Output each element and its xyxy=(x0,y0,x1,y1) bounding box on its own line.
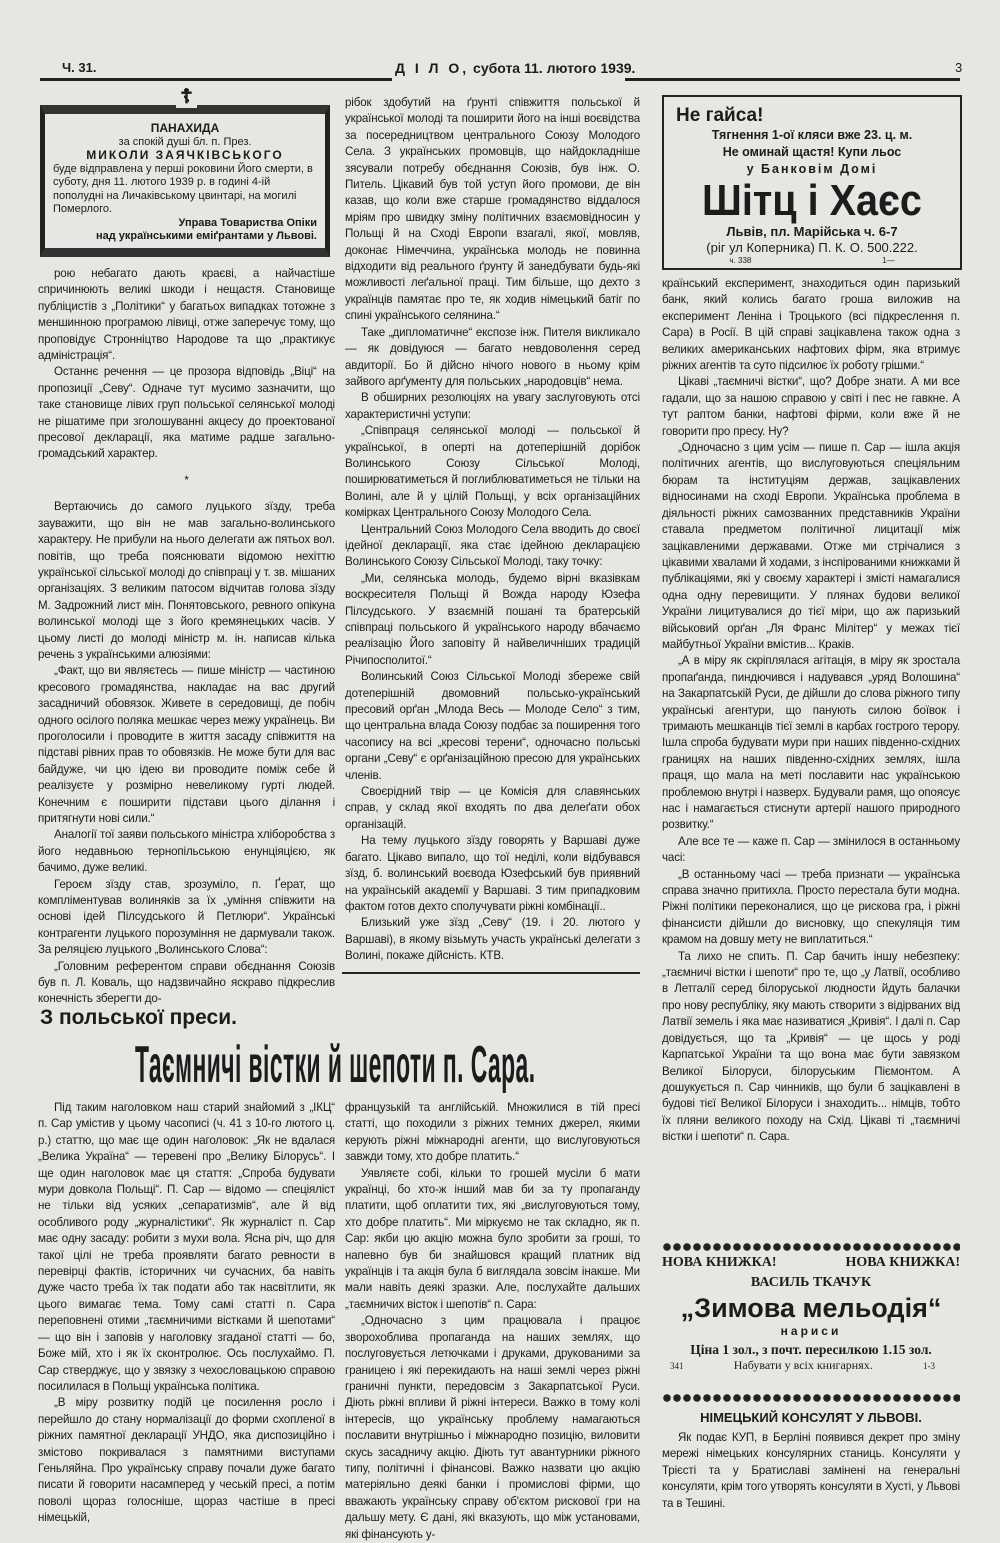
paragraph: Як подає КУП, в Берліні появився декрет про зміну мережі німецьких консулярних станиць. Консуляти у Трієсті та у Братиславі замінені на генеральні консуляти, крім того утворять консуляти в Хусті, у Львові та в Тешині. xyxy=(662,1431,960,1510)
article-headline: Таємничі вістки й шепоти п. Сара. xyxy=(135,1036,536,1094)
book-title: „Зимова мельодія“ xyxy=(680,1293,942,1323)
ad-line: у Банковім Домі xyxy=(746,162,878,176)
book-advertisement xyxy=(662,1255,960,1374)
paragraph: країнський експеримент, знаходиться один паризький банк, який колись багато гроша виложив на експеримент Леніна і Троцького (всі підкреслення п. Сара) в Росії. В цій справі зацікавлена також одна з великих американських нафтових фірм, яка втримує ріжних агентів та суто підсилює їх роботу грішми.“ xyxy=(662,277,960,373)
consulate-article xyxy=(662,1430,960,1528)
paragraph: В обширних резолюціях на увагу заслуговують отсі характеристичні уступи: xyxy=(345,391,640,421)
book-run: 1-3 xyxy=(922,1361,935,1371)
ad-run: 1— xyxy=(882,256,895,265)
paragraph: „Одночасно з цим працювала і працює зворохоблива пропаганда на наших землях, що послуговується летючками і друками, друкованими за границею і які перекидають на наші землі через ріжні граничні пункти, передовсім з Закарпатської Руси. Діють ріжні впливи й ріжні інтереси. Важко в тому колі інтересів, що українську проблему намагаються пославити внутрішньо і міжнародно позицію, виловити скусь засадничу акцію. Діють тут авантурники ріжного типу, політичні і фінансові. Важко назвати цю акцію матеріяльно деякі банки і промислові фірми, що вважають українську справу об'єктом рискової гри на дальшу мету. Є дані, які вказують, що між установами, які фінансують у- xyxy=(345,1314,640,1541)
new-book-label: НОВА КНИЖКА! xyxy=(845,1255,960,1270)
paragraph: рою небагато дають краєві, а найчастіше спричинюють великі шкоди і нещастя. Становище публіцистів з „Політики“ у багатьох випадках тотожне з меншинною програмою лівиці, отже заперечує тому, що проповідує Стронніцтво Народове та що „практикує адміністрація“. xyxy=(38,267,335,363)
dotted-border-top xyxy=(662,1242,960,1252)
ad-slogan: Не гайса! xyxy=(676,105,764,126)
paragraph: Героєм зїзду став, зрозуміло, п. Ґерат, що компліментував волиняків за їх „уміння співжити на основі ідей Пілсудського й Петлюри“. Українські контрагенти луцького порозуміння не дармували також. За реляцією луцького „Волинського Слова“: xyxy=(38,877,335,957)
section-divider: * xyxy=(184,473,189,487)
paragraph: „Головним референтом справи обєднання Союзів був п. Л. Коваль, що надзвичайно яскраво підкреслив конечність зберегти до- xyxy=(38,959,335,1006)
paragraph: „Факт, що ви являєтесь — пише міністр — частиною кресового громадянства, накладає на вас другий засадничий обовязок. Живете в середовищі, де побіч одного осілого поляка мешкає через межу українець. Ви проголосили і проводите в життя засаду співжиття на підставі рівних прав то обовязків. Не може бути для вас байдуже, чи цю ідею ви проводите поміж себе й реалізуєте у розмірно невеликому гурті людей. Конечним є поширити підстави цього ділання і притягнути нові сили.“ xyxy=(38,664,335,825)
notice-line: за спокій душі бл. п. През. xyxy=(118,135,252,148)
column-3 xyxy=(662,276,960,1230)
paragraph: Під таким наголовком наш старий знайомий з „ІКЦ“ п. Сар умістив у цьому часописі (ч. 41 з 10-го лютого ц. р.) статтю, що має ще один наголовок: „Як не вдалася „Велика Україна“ — теревені про „Велику Білорусь“. І ще один наголовок має ця стаття: „Спроба будувати мури довкола Польщі“. П. Сар — відомо — спеціяліст не тільки від усяких „сепаратизмів“, але й від особливого роду „журналістики“. Як журналіст п. Сар має одну засаду: робити з мухи вола. Ясна річ, що для такої цілі не треба проявляти багато ревности в перевірці фактів, історичних чи сучасних, ба навіть дуже часто треба їх так подати або так насвітлити, як цього вимагає тема. Тому самі статті п. Сара переповнені отими „таємничими вістками й шепотами“ — що він і заповів у наголовку згаданої статті — бо, Боже мій, хто і як їх сконтролює. Ось послухаймо. П. Сар стверджує, що у звязку з чехословацькою справою посилилася в Польщі українська політика. xyxy=(38,1101,335,1393)
section-heading: З польської преси. xyxy=(40,1006,237,1029)
notice-signature-2: над українськими еміґрантами у Львові. xyxy=(96,230,317,242)
column-rule xyxy=(342,972,640,974)
ad-address-2: (ріг ул Коперника) П. К. О. 500.222. xyxy=(706,240,918,255)
paragraph: „Співпраця селянської молоді — польської й української, в оперті на дотеперішній дорібок Волинського Союзу Сільської Молоді, поширюватиметься й поглиблюватиметься не тільки на Волині, але й у цілій Польщі, у всіх організаційних комірках Центрального Союзу Молодого Села. xyxy=(345,424,640,520)
masthead xyxy=(395,60,635,76)
paragraph: рібок здобутий на ґрунті співжиття польської й української молоді та поширити його на інші воєвідства за посередництвом центрального Союзу Молодого Села. З українських промовців, що найдокладніше зясували потребу обєднання Союзів, був інж. О. Питель. Цікавий був той уступ його промови, де він казав, що коли вже старше громадянство віддалося мріям про швидку зміну політичних взаємовідносин у Польщі й на Сході Европи взагалі, якої, мовляв, доконає Німеччина, українська молодь не повинна відходити від реального ґрунту й занедбувати будь-які можливості леґальної праці. Тим більше, що дехто з українців памятає про те, як ходив німецький батіг по спині українського селянина.“ xyxy=(345,96,640,323)
column-2-bottom xyxy=(345,1100,640,1541)
paragraph: Своєрідний твір — це Комісія для славянських справ, у склад якої входять по два делеґати обох організацій. xyxy=(345,785,640,831)
new-book-label: НОВА КНИЖКА! xyxy=(662,1255,777,1270)
paragraph: Цікаві „таємничі вістки“, що? Добре знати. А ми все гадали, що за нашою справою у світі і пес не гавкне. А тут раптом банки, нафтові фірми, коли вже й не говорити про пресу. Ну? xyxy=(662,375,960,438)
notice-signature-1: Управа Товариства Опіки xyxy=(178,216,317,229)
paragraph: Волинський Союз Сільської Молоді збереже свій дотеперішній двомовний польсько-український пресовий орґан „Млода Весь — Молоде Село“ з тим, що центральна влада Союзу подбає за поширення того часопису на всі „кресові терени“, одночасно польські органи „Севу“ є орґанізаційною пресою для українських членів. xyxy=(345,670,640,782)
column-1-bottom xyxy=(38,1100,335,1526)
ad-line: Не оминай щастя! Купи льос xyxy=(722,145,902,159)
paragraph: Останнє речення — це прозора відповідь „Віці“ на пропозиції „Севу“. Одначе тут мусимо зазначити, що таке становище лівих груп польської селянської молоді не рішатиме при зголошуванні акцесу до проектованої пресової декларації, яка матиме радше загально-громадський характер. xyxy=(38,365,335,461)
ad-address: Львів, пл. Марійська ч. 6-7 xyxy=(726,224,898,239)
page-number: 3 xyxy=(955,60,963,75)
lottery-advertisement xyxy=(662,95,962,270)
paragraph: „А в міру як скріплялася агітація, в міру як зростала пропаґанда, пиндючився і надувався „уряд Волошина“ на Закарпатській Руси, де дійшли до слова ріжного типу українські агентури, що панують силою боївок і тримають мешканців тієї землі в карбах гострого терору. Ішла спроба будувати мури при наших південно-східних границях на наших південно-східних землях, ішла праця, що мала на меті пославити нас українською проблемою внутрі і назверх. Будували рамя, що опоясує нас і намагається стиснути артерії нашого природного розвитку.“ xyxy=(662,654,960,832)
book-code: 341 xyxy=(670,1361,684,1371)
issue-date: субота 11. лютого 1939. xyxy=(473,60,636,76)
ad-brand: Шітц і Хаєс xyxy=(702,176,922,225)
paragraph: Близький уже зїзд „Севу“ (19. і 20. лютого у Варшаві), в якому візьмуть участь українські делегати з Волині, покаже дійсність. КТВ. xyxy=(345,916,640,963)
ad-code: ч. 338 xyxy=(729,256,752,265)
paragraph: Аналогії тої заяви польського міністра хліборобства з його недавньою тернопільською енунціяцією, як бачимо, дуже великі. xyxy=(38,828,335,875)
consulate-heading: НІМЕЦЬКИЙ КОНСУЛЯТ У ЛЬВОВІ. xyxy=(700,1410,922,1425)
book-where: Набувати у всіх книгарнях. xyxy=(733,1358,873,1372)
masthead-title: Д І Л О, xyxy=(395,60,470,76)
column-1-top xyxy=(38,266,335,1006)
cross-icon: ☦ xyxy=(176,86,197,108)
paragraph: „В останньому часі — треба признати — українська справа значно притихла. Просто перестала бути модна. Ріжні політики переконалися, що це рискова гра, і ріжні фінансисти дійшли до висновку, що спекуляція тим крамом на довшу мету не виплатиться.“ xyxy=(662,867,960,947)
book-price: Ціна 1 зол., з почт. пересилкою 1.15 зол. xyxy=(690,1342,932,1357)
paragraph: Але все те — каже п. Сар — змінилося в останньому часі: xyxy=(662,834,960,865)
book-genre: нариси xyxy=(780,1324,842,1338)
paragraph: Та лихо не спить. П. Сар бачить іншу небезпеку: „таємничі вістки і шепоти“ про те, що „у Латвії, особливо в Летгалії серед білоруської людности йдуть балачки про нову республіку, яку мають створити з відірваних від Латвії земель і яка має називатися „Кривія“. І далі п. Сар довідується, що та „Кривія“ — це щось у роді Карпатської України та що вона має бути завязком Великої Білоруси, білоруським Піємонтом. А дошукується п. Сар чинників, що були б зацікавлені в будові тієї Великої Білоруси і знаходить... німців, тобто їх пляни великого походу на Схід. Цікаві ті „таємничі вістки і шепоти“ п. Сара. xyxy=(662,949,960,1144)
notice-body: буде відправлена у перші роковини Його смерти, в суботу, дня 11. лютого 1939 р. в годині 4-ій пополудні на Личаківському цвинтарі, на могилі Померлого. xyxy=(53,162,313,215)
paragraph: „Ми, селянська молодь, будемо вірні вказівкам воскресителя Польщі й Вожда народу Юзефа Пілсудського. У взаємній пошані та братерській співпраці польського й українського народу вбачаємо реалізацію Його заповіту й найвеличніших традицій Річипосполитої.“ xyxy=(345,571,640,667)
dotted-border-bottom xyxy=(662,1393,960,1403)
paragraph: На тему луцького зїзду говорять у Варшаві дуже багато. Цікаво випало, що тої неділі, коли відбувався зїзд, б. волинський воєвода Юзефський був приявний на українській академії у Варшаві. З тим припадковим фактом готов дехто сполучувати ріжні комбінації.. xyxy=(345,834,640,913)
header-rule-left xyxy=(40,78,392,81)
column-2-top xyxy=(345,95,640,965)
paragraph: Таке „дипломатичне“ експозе інж. Пителя викликало — як довідуюся — багато невдоволення серед авдиторії. Бо й дійсно нічого нового в ньому крім зайвого арґументу для польських „народовців“ нема. xyxy=(345,325,640,388)
paragraph: Уявляєте собі, кільки то грошей мусіли б мати українці, бо хто-ж інший мав би за ту пропаганду платити, щоб оплатити тих, які „вислуговуються тому, хто добре платить“. Ми міркуємо не так складно, як п. Сар: якби цю акцію можна було зробити за гроші, то напевно був би знайшовся кращий платник від українців і та акція була б виглядала зовсім інакше. Ми мали навіть деякі зразки. Але, послухайте дальших „таємничих вісток і шепотів“ п. Сара: xyxy=(345,1166,640,1311)
notice-name: МИКОЛИ ЗАЯЧКІВСЬКОГО xyxy=(86,148,284,162)
book-author: ВАСИЛЬ ТКАЧУК xyxy=(750,1275,872,1290)
paragraph: „В міру розвитку подій це посилення росло і перейшло до стану нормалізації до форми схопленої в ріжних памятної декларації УНДО, яка диспозиційно і змістово покривалася з памятними виступами Геньляйна. Про українську справу почали дуже багато писати й говорити насамперед у чеській пресі, а потім поволі щораз голосніше, щораз частіше в пресі німецькій, xyxy=(38,1396,335,1525)
memorial-notice xyxy=(40,105,330,257)
ad-line: Тягнення 1-ої кляси вже 23. ц. м. xyxy=(711,128,913,142)
paragraph: французькій та англійській. Множилися в тій пресі статті, що походили з ріжних темних джерел, якими керують ріжні міжнародні агенти, що вислуговуються завжди тому, хто добре платить.“ xyxy=(345,1101,640,1164)
paragraph: Вертаючись до самого луцького зїзду, треба зауважити, що він не мав загально-волинського характеру. Не прибули на нього делегати аж пятьох вол. повітів, що треба пояснювати відомою нехіттю української сільської молоді до співпраці у т. зв. мішаних організаціях. З великим патосом відчитав голова зїзду М. Задрожний лист мін. Понятовського, ревного опікуна волинської молоді ще з його кремянецьких часів. У цьому листі до молоді міністр м. ін. написав кілька речень з українськими алюзіями: xyxy=(38,500,335,661)
paragraph: „Одночасно з цим усім — пише п. Сар — ішла акція політичних агентів, що вислуговуються спеціяльним бюрам та інституціям держав, зацікавлених відносинами на сході Европи. Українська проблема в діяльності ріжних самозванних представників України ставала предметом політичної лицитації між зацікавленими державами. Отже ми стрічалися з цікавими хвалами й ходами, з інспірованими книжками й публікаціями, які у своєму характері і змісті намагалися одна одну перевищити. У плянах будови великої України лицитувалися до тієї міри, що аж паризький військовий орґан „Ля Франс Мілітер“ у межах тієї майбутньої України вмістив... Краків. xyxy=(662,441,960,651)
issue-number: Ч. 31. xyxy=(62,60,97,75)
header-rule-right xyxy=(625,78,960,81)
notice-title: ПАНАХИДА xyxy=(150,121,220,135)
paragraph: Центральний Союз Молодого Села вводить до своєї ідейної декларації, яка стає ідейною декларацією Волинського Союзу Сільської Молоді, таку точку: xyxy=(345,522,640,569)
